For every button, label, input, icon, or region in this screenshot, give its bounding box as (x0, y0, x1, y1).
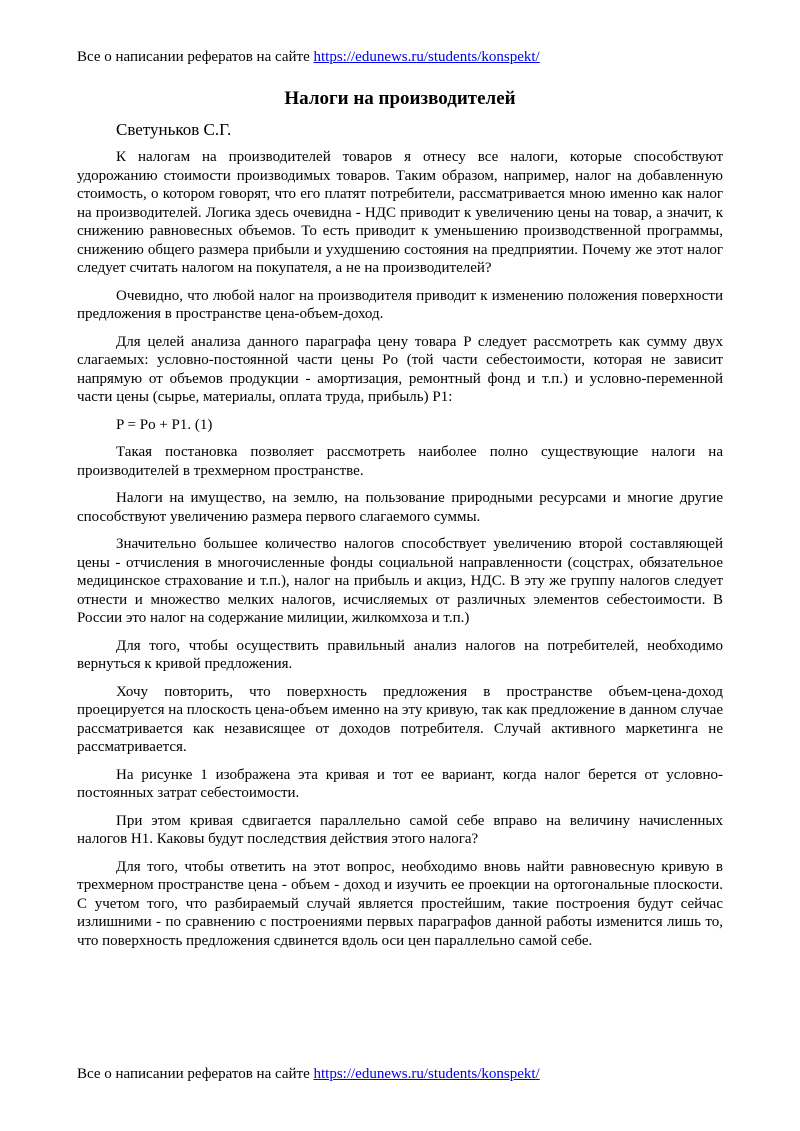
paragraph: Значительно большее количество налогов способствует увеличению второй составляющей цены - отчисления в многочисленные фонды социальной направленности (соцстрах, обязательное медицинское страхование и т.п.), налог на прибыль и акциз, НДС. В эту же группу налогов следует отнести и множество мелких налогов, исчисляемых от различных элементов себестоимости. В России это налог на содержание милиции, жилкомхоза и т.п.) (77, 536, 723, 626)
document-page (77, 0, 723, 1131)
header-link[interactable]: https://edunews.ru/students/konspekt/ (313, 49, 540, 65)
document-title: Налоги на производителей (284, 88, 516, 109)
paragraph: Такая постановка позволяет рассмотреть наиболее полно существующие налоги на производителей в трехмерном пространстве. (77, 444, 723, 479)
paragraph: Для целей анализа данного параграфа цену товара P следует рассмотреть как сумму двух слагаемых: условно-постоянной части цены Po (той части себестоимости, которая не зависит напрямую от объемов продукции - амортизация, ремонтный фонд и т.п.) и условно-переменной части цены (сырье, материалы, оплата труда, прибыль) P1: (77, 333, 723, 405)
page-header (77, 47, 540, 67)
author-name: Светуньков С.Г. (116, 120, 232, 139)
paragraph: На рисунке 1 изображена эта кривая и тот ее вариант, когда налог берется от условно-постоянных затрат себестоимости. (77, 766, 723, 801)
paragraph: Очевидно, что любой налог на производителя приводит к изменению положения поверхности предложения в пространстве цена-объем-доход. (77, 287, 723, 322)
paragraph: Налоги на имущество, на землю, на пользование природными ресурсами и многие другие способствуют увеличению размера первого слагаемого суммы. (77, 490, 723, 525)
formula: P = Po + P1. (1) (116, 416, 213, 433)
footer-text: Все о написании рефератов на сайте (77, 1066, 314, 1082)
page-footer (77, 1064, 540, 1084)
paragraph: При этом кривая сдвигается параллельно самой себе вправо на величину начисленных налогов H1. Каковы будут последствия действия этого налога? (77, 812, 723, 847)
paragraph: К налогам на производителей товаров я отнесу все налоги, которые способствуют удорожанию стоимости производимых товаров. Таким образом, например, налог на добавленную стоимость, о котором говорят, что его платят потребители, рассматривается мною именно как налог на производителей. Логика здесь очевидна - НДС приводит к увеличению цены на товар, а значит, к снижению равновесных объемов. То есть приводит к уменьшению производственной программы, снижению общего размера прибыли и ухудшению состояния на предприятии. Почему же этот налог следует считать налогом на покупателя, а не на производителей? (77, 149, 723, 276)
footer-link[interactable]: https://edunews.ru/students/konspekt/ (313, 1066, 540, 1082)
header-text: Все о написании рефератов на сайте (77, 49, 314, 65)
paragraph: Хочу повторить, что поверхность предложения в пространстве объем-цена-доход проецируется на плоскость цена-объем именно на эту кривую, так как предложение в данном случае рассматривается как независящее от доходов потребителя. Случай активного маркетинга не рассматривается. (77, 683, 723, 755)
document-body (77, 148, 723, 959)
paragraph: Для того, чтобы осуществить правильный анализ налогов на потребителей, необходимо вернуться к кривой предложения. (77, 637, 723, 672)
paragraph: Для того, чтобы ответить на этот вопрос, необходимо вновь найти равновесную кривую в трехмерном пространстве цена - объем - доход и изучить ее проекции на ортогональные плоскости. С учетом того, что разбираемый случай является простейшим, такие построения будут сейчас излишними - по сравнению с построениями первых параграфов данной работы изменится лишь то, что поверхность предложения сдвинется вдоль оси цен параллельно самой себе. (77, 858, 723, 949)
